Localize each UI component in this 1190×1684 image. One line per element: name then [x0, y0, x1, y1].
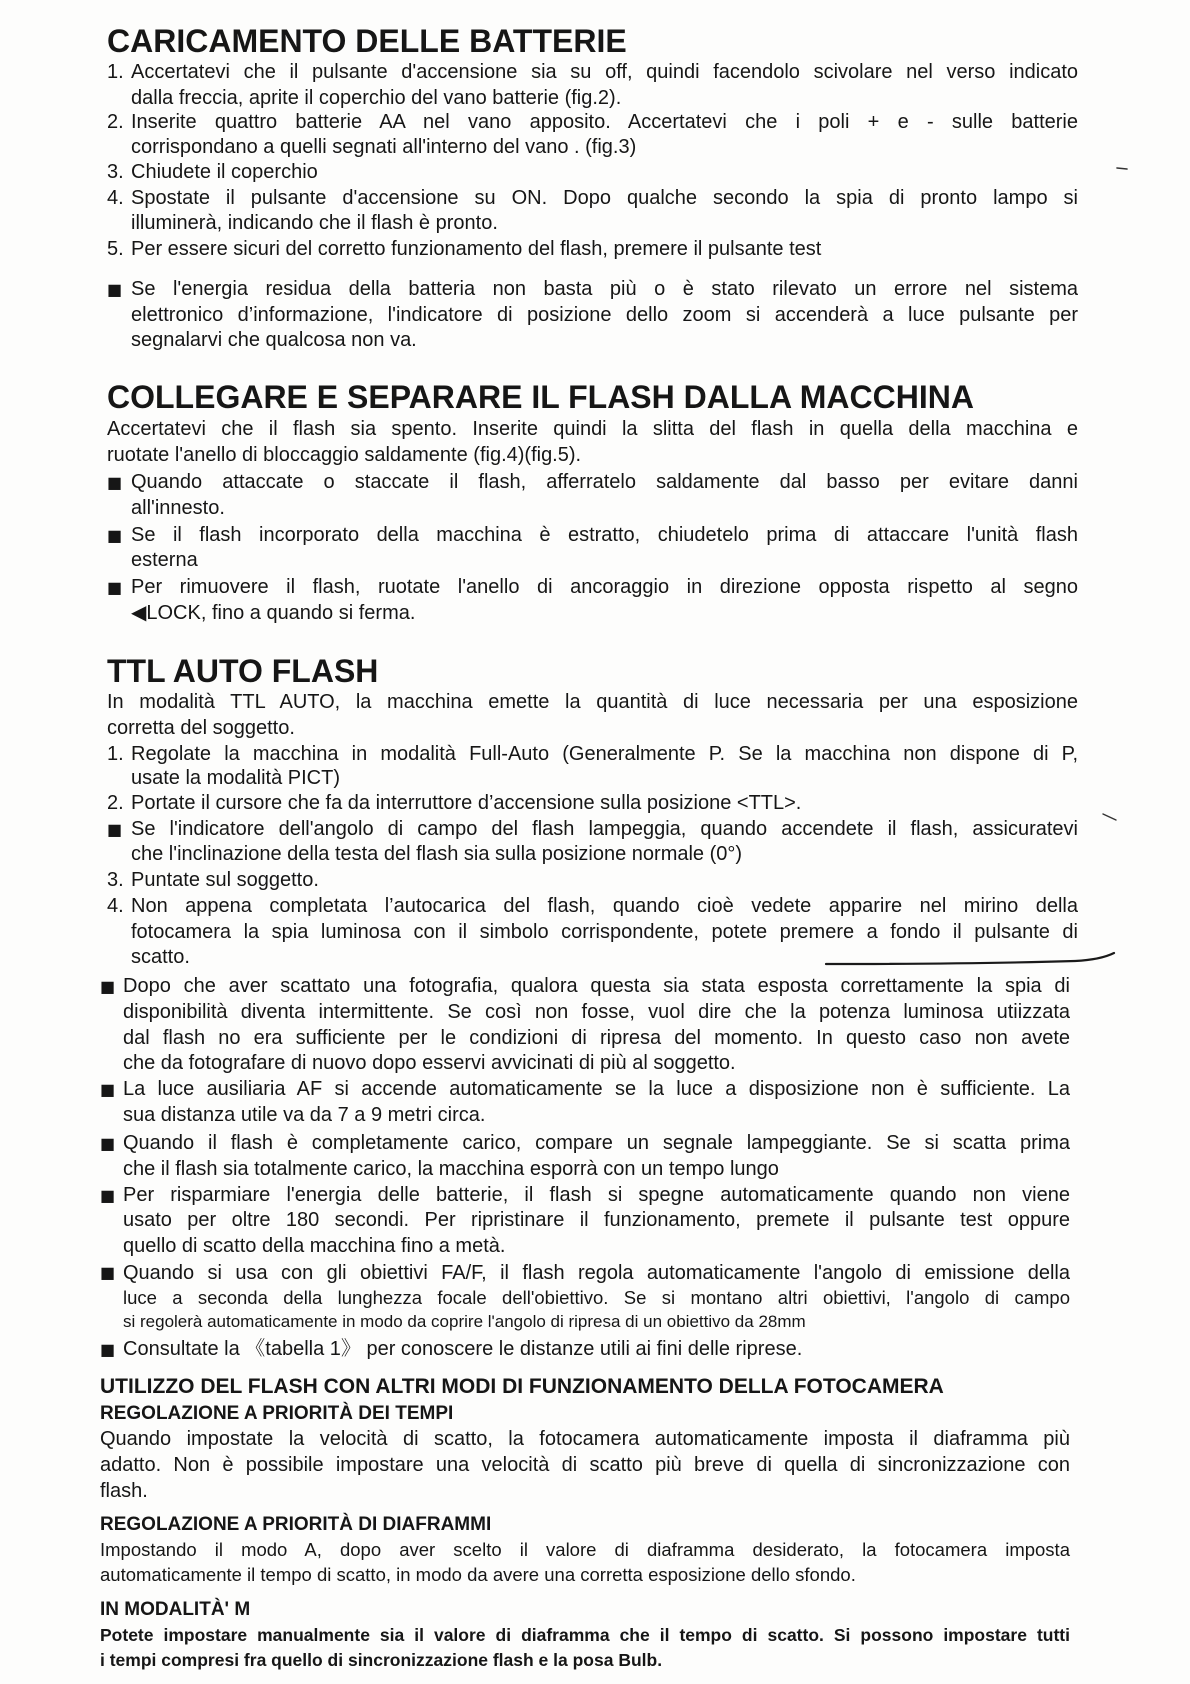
bullet-square-icon: ■ — [100, 1080, 116, 1100]
text-line: automaticamente il tempo di scatto, in modo da avere una corretta esposizione dello sfondo. — [100, 1563, 856, 1585]
text-line: sua distanza utile va da 7 a 9 metri circa. — [123, 1104, 486, 1126]
bullet-item — [100, 974, 1070, 1077]
text-line: quello di scatto della macchina fino a metà. — [123, 1234, 506, 1257]
section-heading: TTL AUTO FLASH — [107, 652, 379, 689]
item-number: 3. — [107, 869, 124, 892]
bullet-item — [100, 1261, 1070, 1335]
text-line: Impostando il modo A, dopo aver scelto il valore di diaframma desiderato, la fotocamera imposta — [100, 1539, 1070, 1561]
text-line: Portate il cursore che fa da interruttore d’accensione sulla posizione <TTL>. — [131, 791, 802, 814]
bullet-item — [107, 817, 1078, 868]
text-line: segnalarvi che qualcosa non va. — [131, 329, 417, 352]
text-line: Per rimuovere il flash, ruotate l'anello di ancoraggio in direzione opposta rispetto al segno — [131, 576, 1078, 599]
numbered-item — [107, 110, 1078, 161]
item-number: 4. — [107, 186, 124, 209]
text-line: scatto. — [131, 946, 190, 969]
text-line: Per essere sicuri del corretto funzionamento del flash, premere il pulsante test — [131, 238, 822, 261]
text-line: che da fotografare di nuovo dopo esservi avvicinati di più al soggetto. — [123, 1052, 736, 1075]
text-line: Dopo che aver scattato una fotografia, qualora questa sia stata esposta correttamente la spia di — [123, 975, 1070, 998]
bullet-square-icon: ■ — [100, 1262, 116, 1282]
bullet-item — [100, 1077, 1070, 1128]
text-line: Quando si usa con gli obiettivi FA/F, il flash regola automaticamente l'angolo di emissione della — [123, 1261, 1070, 1284]
text-line: Accertatevi che il pulsante d'accensione sia su off, quindi facendolo scivolare nel verso indicato — [131, 61, 1078, 84]
section-heading: CARICAMENTO DELLE BATTERIE — [107, 22, 627, 59]
item-number: 1. — [107, 742, 124, 765]
scan-dash-mark — [1102, 812, 1120, 824]
numbered-item — [107, 237, 1078, 263]
text-line: corretta del soggetto. — [107, 716, 295, 739]
text-line: si regolerà automaticamente in modo da coprire l'angolo di ripresa di un obiettivo da 28mm — [123, 1312, 806, 1332]
text-line: Potete impostare manualmente sia il valore di diaframma che il tempo di scatto. Si possono impostare tutti — [100, 1624, 1070, 1645]
scan-dash-mark — [1116, 164, 1130, 174]
paragraph — [107, 690, 1078, 741]
numbered-item — [107, 742, 1078, 790]
subsection-heading: REGOLAZIONE A PRIORITÀ DI DIAFRAMMI — [100, 1513, 492, 1535]
text-line: corrispondano a quelli segnati all'interno del vano . (fig.3) — [131, 136, 637, 159]
text-line: Se l'indicatore dell'angolo di campo del flash lampeggia, quando accendete il flash, assicuratevi — [131, 817, 1078, 840]
paragraph — [100, 1623, 1070, 1672]
numbered-item — [107, 160, 1078, 186]
text-line: che l'inclinazione della testa del flash sia sulla posizione normale (0°) — [131, 843, 743, 866]
bullet-square-icon: ■ — [107, 819, 123, 839]
item-number: 5. — [107, 238, 124, 261]
text-line: Se l'energia residua della batteria non basta più o è stato rilevato un errore nel sistema — [131, 277, 1078, 300]
bullet-square-icon: ■ — [100, 977, 116, 997]
section-heading: UTILIZZO DEL FLASH CON ALTRI MODI DI FUNZIONAMENTO DELLA FOTOCAMERA — [100, 1374, 944, 1398]
text-line: In modalità TTL AUTO, la macchina emette la quantità di luce necessaria per una esposizione — [107, 690, 1078, 713]
text-line: disponibilità diventa intermittente. Se così non fosse, vuol dire che la potenza luminosa utiizzata — [123, 1001, 1070, 1023]
item-number: 2. — [107, 791, 124, 814]
bullet-square-icon: ■ — [107, 473, 123, 492]
item-number: 4. — [107, 894, 124, 917]
text-line: Per risparmiare l'energia delle batterie, il flash si spegne automaticamente quando non viene — [123, 1183, 1070, 1206]
numbered-item — [107, 791, 1078, 817]
text-line: Quando attaccate o staccate il flash, afferratelo saldamente dal basso per evitare danni — [131, 471, 1078, 493]
item-number: 1. — [107, 61, 124, 84]
numbered-item — [107, 894, 1078, 971]
text-line: illuminerà, indicando che il flash è pronto. — [131, 212, 498, 235]
item-number: 3. — [107, 160, 124, 183]
text-line: che il flash sia totalmente carico, la macchina esporrà con un tempo lungo — [123, 1157, 779, 1180]
numbered-item — [107, 60, 1078, 111]
subsection-heading: REGOLAZIONE A PRIORITÀ DEI TEMPI — [100, 1403, 454, 1425]
text-line: Puntate sul soggetto. — [131, 869, 319, 892]
bullet-item — [107, 575, 1078, 626]
item-number: 2. — [107, 110, 124, 133]
text-line: esterna — [131, 549, 198, 572]
subsection-heading: IN MODALITÀ' M — [100, 1598, 251, 1620]
text-line: Regolate la macchina in modalità Full-Auto (Generalmente P. Se la macchina non dispone di P, — [131, 742, 1078, 765]
bullet-square-icon: ■ — [100, 1134, 116, 1153]
paragraph — [107, 417, 1078, 468]
text-line: fotocamera la spia luminosa con il simbolo corrispondente, potete premere a fondo il pulsante di — [131, 920, 1078, 943]
text-line: Quando il flash è completamente carico, compare un segnale lampeggiante. Se si scatta prima — [123, 1132, 1070, 1154]
text-line: usato per oltre 180 secondi. Per ripristinare il funzionamento, premete il pulsante test oppure — [123, 1209, 1070, 1232]
bullet-square-icon: ■ — [107, 525, 123, 545]
text-line: usate la modalità PICT) — [131, 766, 340, 789]
bullet-item — [107, 523, 1078, 574]
text-line: flash. — [100, 1479, 148, 1502]
bullet-item — [107, 277, 1078, 354]
text-line: Quando impostate la velocità di scatto, la fotocamera automaticamente imposta il diaframma più — [100, 1428, 1070, 1451]
numbered-item — [107, 186, 1078, 237]
text-line: Inserite quattro batterie AA nel vano apposito. Accertatevi che i poli + e - sulle batterie — [131, 110, 1078, 133]
bullet-item — [100, 1183, 1070, 1260]
bullet-square-icon: ■ — [107, 578, 123, 598]
text-line: dal flash no era sufficiente per le condizioni di ripresa del momento. In questo caso non avete — [123, 1026, 1070, 1049]
text-line: i tempi compresi fra quello di sincronizzazione flash e la posa Bulb. — [100, 1649, 663, 1670]
text-line: Spostate il pulsante d'accensione su ON. Dopo qualche secondo la spia di pronto lampo si — [131, 186, 1078, 209]
text-line: elettronico d’informazione, l'indicatore di posizione dello zoom si accenderà a luce pulsante per — [131, 303, 1078, 326]
text-line: adatto. Non è possibile impostare una velocità di scatto più breve di quella di sincronizzazione con — [100, 1453, 1070, 1476]
paragraph — [100, 1427, 1070, 1504]
text-line: all'innesto. — [131, 496, 225, 519]
text-line: Chiudete il coperchio — [131, 160, 318, 183]
text-line: La luce ausiliaria AF si accende automaticamente se la luce a disposizione non è sufficiente. La — [123, 1078, 1070, 1101]
bullet-square-icon: ■ — [100, 1185, 116, 1205]
bullet-item — [100, 1131, 1070, 1182]
text-line: luce a seconda della lunghezza focale dell'obiettivo. Se si montano altri obiettivi, l'angolo di campo — [123, 1286, 1070, 1308]
text-line: ◀LOCK, fino a quando si ferma. — [131, 601, 416, 624]
text-line: dalla freccia, aprite il coperchio del vano batterie (fig.2). — [131, 86, 622, 109]
bullet-square-icon: ■ — [107, 279, 123, 299]
text-line: Accertatevi che il flash sia spento. Inserite quindi la slitta del flash in quella della macchina e — [107, 418, 1078, 441]
bullet-item — [100, 1337, 1070, 1363]
paragraph — [100, 1538, 1070, 1587]
text-line: ruotate l'anello di bloccaggio saldamente (fig.4)(fig.5). — [107, 444, 582, 467]
section-heading: COLLEGARE E SEPARARE IL FLASH DALLA MACCHINA — [107, 379, 974, 415]
text-line: Consultate la 《tabella 1》 per conoscere le distanze utili ai fini delle riprese. — [123, 1338, 803, 1360]
numbered-item — [107, 868, 1078, 894]
text-line: Non appena completata l’autocarica del flash, quando cioè vedete apparire nel mirino della — [131, 894, 1078, 917]
bullet-square-icon: ■ — [100, 1340, 116, 1359]
text-line: Se il flash incorporato della macchina è estratto, chiudetelo prima di attaccare l'unità flash — [131, 523, 1078, 546]
bullet-item — [107, 470, 1078, 521]
